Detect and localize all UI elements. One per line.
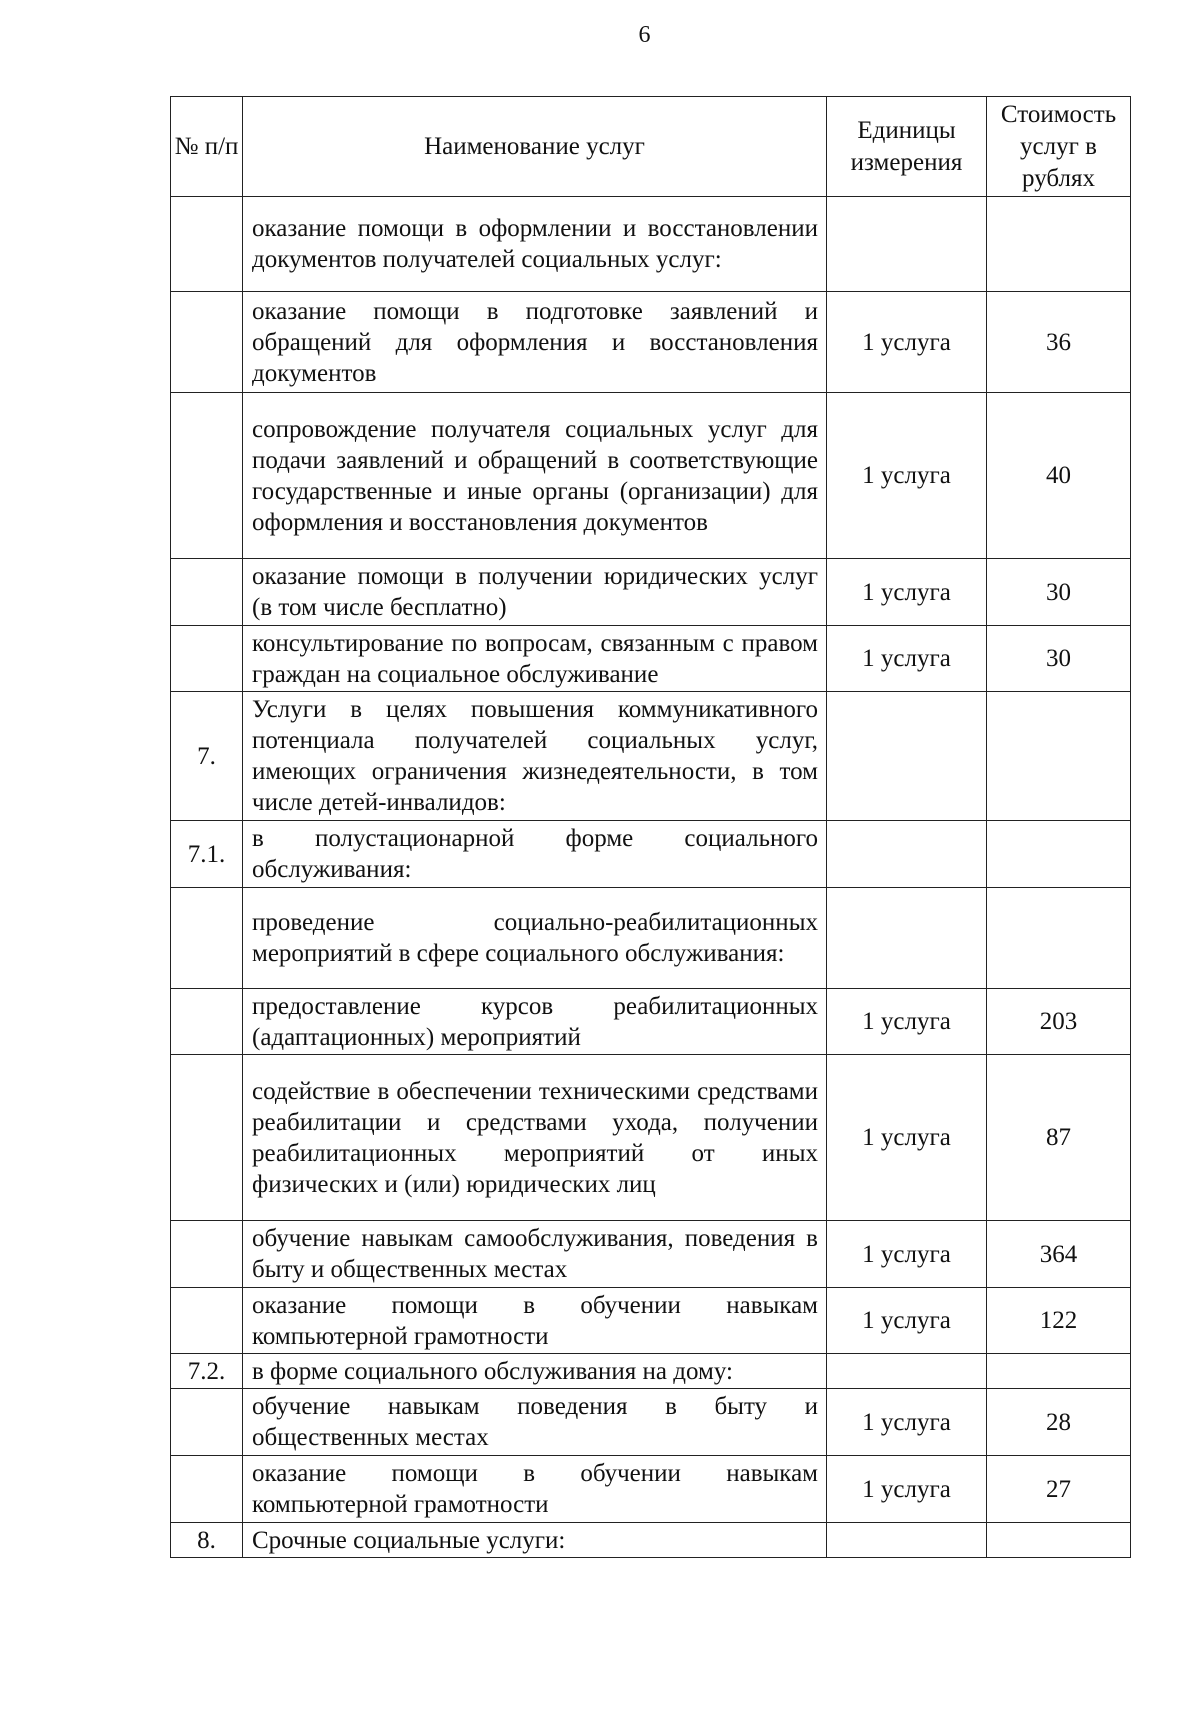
unit-of-measure: 1 услуга [827, 292, 987, 393]
row-number [171, 1221, 243, 1288]
row-number [171, 559, 243, 626]
table-row [171, 1221, 1131, 1288]
service-cost: 40 [987, 393, 1131, 559]
service-cost: 36 [987, 292, 1131, 393]
unit-of-measure [827, 888, 987, 989]
row-number [171, 1456, 243, 1523]
header-unit: Единицы измерения [827, 97, 987, 197]
unit-of-measure: 1 услуга [827, 1456, 987, 1523]
row-number [171, 393, 243, 559]
service-name: содействие в обеспечении техническими средствами реабилитации и средствами ухода, получении реабилитационных мероприятий от иных физических и (или) юридических лиц [243, 1055, 827, 1221]
unit-of-measure [827, 821, 987, 888]
row-number: 7.2. [171, 1354, 243, 1389]
unit-of-measure [827, 1354, 987, 1389]
row-number: 7. [171, 692, 243, 821]
header-name: Наименование услуг [243, 97, 827, 197]
row-number: 8. [171, 1523, 243, 1558]
unit-of-measure: 1 услуга [827, 559, 987, 626]
row-number [171, 888, 243, 989]
header-num: № п/п [171, 97, 243, 197]
service-cost [987, 1354, 1131, 1389]
unit-of-measure: 1 услуга [827, 393, 987, 559]
service-cost [987, 197, 1131, 292]
service-name: в полустационарной форме социального обслуживания: [243, 821, 827, 888]
unit-of-measure: 1 услуга [827, 626, 987, 692]
page-number: 6 [638, 22, 651, 48]
service-name: Срочные социальные услуги: [243, 1523, 827, 1558]
service-cost: 30 [987, 559, 1131, 626]
row-number [171, 1055, 243, 1221]
unit-of-measure: 1 услуга [827, 1221, 987, 1288]
table-row [171, 393, 1131, 559]
unit-of-measure: 1 услуга [827, 1389, 987, 1456]
row-number [171, 1389, 243, 1456]
table-body [171, 197, 1131, 1558]
service-name: проведение социально-реабилитационных мероприятий в сфере социального обслуживания: [243, 888, 827, 989]
table-row [171, 1055, 1131, 1221]
header-cost: Стоимость услуг в рублях [987, 97, 1131, 197]
unit-of-measure: 1 услуга [827, 1288, 987, 1354]
row-number [171, 292, 243, 393]
unit-of-measure [827, 1523, 987, 1558]
services-table [170, 96, 1131, 1558]
table-row [171, 1456, 1131, 1523]
service-name: в форме социального обслуживания на дому: [243, 1354, 827, 1389]
table-row [171, 1354, 1131, 1389]
service-name: обучение навыкам самообслуживания, поведения в быту и общественных местах [243, 1221, 827, 1288]
table-row [171, 292, 1131, 393]
table-row [171, 559, 1131, 626]
service-cost: 28 [987, 1389, 1131, 1456]
service-name: оказание помощи в обучении навыкам компьютерной грамотности [243, 1456, 827, 1523]
service-cost [987, 821, 1131, 888]
row-number [171, 197, 243, 292]
row-number [171, 989, 243, 1055]
table-row [171, 821, 1131, 888]
table-row [171, 692, 1131, 821]
row-number: 7.1. [171, 821, 243, 888]
service-name: сопровождение получателя социальных услуг для подачи заявлений и обращений в соответствующие государственные и иные органы (организации) для оформления и восстановления документов [243, 393, 827, 559]
table-row [171, 1288, 1131, 1354]
service-name: оказание помощи в обучении навыкам компьютерной грамотности [243, 1288, 827, 1354]
service-cost: 364 [987, 1221, 1131, 1288]
service-name: консультирование по вопросам, связанным с правом граждан на социальное обслуживание [243, 626, 827, 692]
service-cost [987, 1523, 1131, 1558]
table-row [171, 989, 1131, 1055]
service-name: предоставление курсов реабилитационных (адаптационных) мероприятий [243, 989, 827, 1055]
service-name: оказание помощи в получении юридических услуг (в том числе бесплатно) [243, 559, 827, 626]
table-row [171, 1523, 1131, 1558]
service-cost [987, 692, 1131, 821]
service-cost: 30 [987, 626, 1131, 692]
table-row [171, 626, 1131, 692]
unit-of-measure: 1 услуга [827, 1055, 987, 1221]
service-name: оказание помощи в подготовке заявлений и обращений для оформления и восстановления документов [243, 292, 827, 393]
table-row [171, 197, 1131, 292]
table-header [171, 97, 1131, 197]
row-number [171, 1288, 243, 1354]
unit-of-measure: 1 услуга [827, 989, 987, 1055]
table-row [171, 888, 1131, 989]
service-name: обучение навыкам поведения в быту и общественных местах [243, 1389, 827, 1456]
unit-of-measure [827, 197, 987, 292]
table-row [171, 1389, 1131, 1456]
service-cost: 27 [987, 1456, 1131, 1523]
service-name: Услуги в целях повышения коммуникативного потенциала получателей социальных услуг, имеющих ограничения жизнедеятельности, в том числе детей-инвалидов: [243, 692, 827, 821]
service-cost [987, 888, 1131, 989]
service-cost: 122 [987, 1288, 1131, 1354]
service-cost: 203 [987, 989, 1131, 1055]
row-number [171, 626, 243, 692]
service-name: оказание помощи в оформлении и восстановлении документов получателей социальных услуг: [243, 197, 827, 292]
service-cost: 87 [987, 1055, 1131, 1221]
unit-of-measure [827, 692, 987, 821]
